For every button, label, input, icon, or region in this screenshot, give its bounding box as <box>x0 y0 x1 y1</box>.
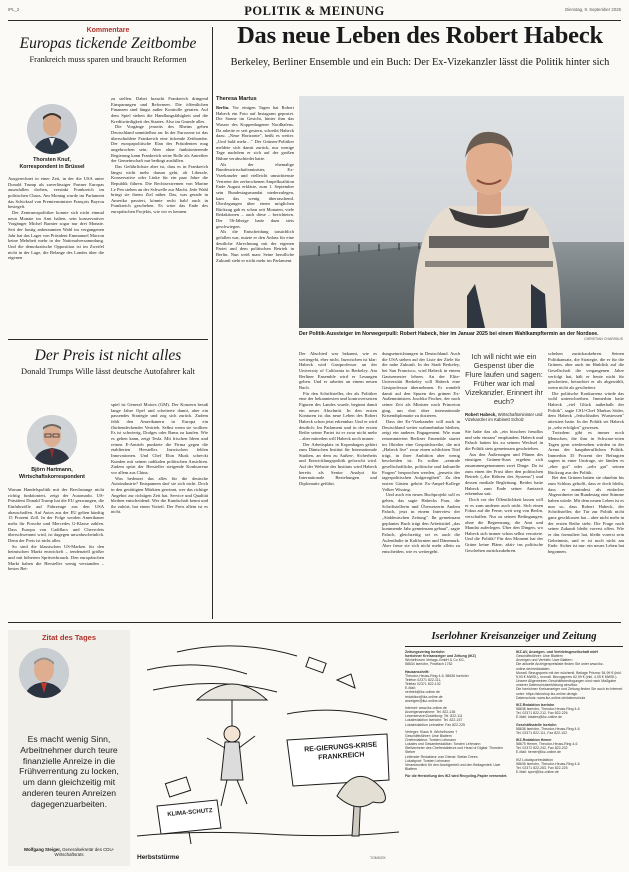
feature-col5 <box>548 351 624 615</box>
imprint-line: Tel. 02371 822-212, Fax 822-226 <box>516 711 568 716</box>
photo-credit: CHRISTIAN CHARISIUS <box>584 337 623 341</box>
imprint-line: 58636 Iserlohn, Theodor-Heuss-Ring 4-6 <box>516 707 580 712</box>
paragraph: Der Zentrumspolitiker konnte sich nicht einmal neun Monate im Amt halten, sein konservativer Vorgänger Michel Barnier sogar nur drei Monate. Seit der hastig anberaumten Wahl im vergangenen Jahr hat das Lager von Präsident Emmanuel Macron keine Mehrheit mehr in der Nationalversammlung. Und die demokratische Opposition ist im Zweifel nicht in der Lage, die Belange des Landes über die eigenen <box>8 209 104 261</box>
column-divider <box>212 27 213 619</box>
paragraph: Was bedeutet das alles für die deutsche Autoindustrie? Entspannen darf sie sich nicht. Doch in den gesättigten Märkten gewinnt, wer das richtige Angebot zur richtigen Zeit hat. Service und Qualität bleiben entscheidend. Wer die Kundschaft kennt und ihr zuhört, hat einen Vorteil. Der Preis allein ist es nicht. <box>111 475 208 515</box>
commentary2-subhead: Donald Trumps Wille lässt deutsche Autofahrer kalt <box>21 367 195 376</box>
quote-attribution: Wolfgang Steiger, Generalsekretär des CDU-Wirtschaftsrats <box>23 847 115 858</box>
imprint-line: Theodor-Heuss-Ring 4-6, 58636 Iserlohn <box>405 673 469 678</box>
imprint-rule <box>405 646 623 647</box>
cartoon <box>137 630 399 850</box>
imprint-line: Anzeigen und Vertrieb: Uwe Blattern <box>516 658 573 663</box>
imprint-line: Verantwortlich für den Anzeigenteil und den Beilagenteil: Uwe Blattern <box>405 762 501 772</box>
section-title: POLITIK & MEINUNG <box>244 4 385 18</box>
paragraph: Und auch ein neues Buchprojekt soll es geben, das sagte Habecks Frau, die Schriftstellerin und Übersetzerin Andrea Paluch, jetzt in einem Interview der „Süddeutschen Zeitung". Ihr gemeinsam geplantes Buch trägt den Arbeitstitel „das kommende Jahr gemeinsam gebaut", sagte Paluch, gleichzeitig sei es auch die Aufenthalte in Kalifornien und Dänemark. Aber freue sie sich nicht mehr allein zu entscheiden, wie es weitergeht. <box>382 492 460 554</box>
quote-portrait <box>19 648 69 698</box>
quote-label: Zitat des Tages <box>41 633 97 642</box>
imprint-line: Tel. 02371 822-263, Fax 822-225 <box>516 765 568 770</box>
imprint-line: IKZ Lokalsportredaktion <box>516 757 553 762</box>
feature-col2 <box>299 351 377 615</box>
imprint-line: anzeigen@ikz-online.de <box>405 698 443 703</box>
imprint-line: Monatl. Bezugspreis mit der wöchentl. Beilage Prisma: 54,99 € (inkl. 5,90 € MWSt.), monatl. Bezugspreis 62,99 € (inkl. 4,05 € MWSt.). <box>516 670 622 679</box>
paragraph: Für den Schriftsteller, der als Politiker eine der bekanntesten und kontroversesten Figuren des Landes wurde, beginnt damit ein neuer Abschnitt. In den ersten Konturen ist das neue Leben des Robert Habeck schon jetzt erkennbar. Und er wird deutlich: Im Parlament und in der ersten Reihe seiner Partei ist er zwar nicht mehr – aber mitreden will Habeck noch immer. <box>299 390 377 441</box>
imprint-line: Stellvertreter des Chefredakteurs und Head of Digital: Thorsten Steber <box>405 746 503 755</box>
author-name-knuf: Thorsten Knuf, <box>33 157 71 163</box>
feature-byline: Theresa Martus <box>216 96 257 102</box>
imprint-line: 58636 Iserlohn, Theodor-Heuss-Ring 4-6 <box>516 761 580 766</box>
imprint-line: Internet: www.ikz-online.de <box>405 705 447 710</box>
paragraph: Die politische Konkurrenz würde das wohl unterschreiben. Immerhin hatte Habeck „viel Glück außerhalb der Politik", sagte CSU-Chef Markus Söder, dem Habeck „fetischhaftes Wurstessen" attestiert hatte. In der Politik sei Habeck ja „sehr erfolglos" gewesen. <box>548 390 624 430</box>
paragraph: Warum Handelspolitik mit der Brechstange nicht richtig funktioniert, zeigt der Automarkt. US-Präsident Donald Trump hat die EU gezwungen, die Einfuhrzölle auf Fahrzeuge aus den USA abzuschaffen. Auf Autos aus der EU gelten künftig 15 Prozent Zoll. In der Folge werden Amerikaner mehr für Porsche und Mercedes G-Klasse zahlen. Dass Europa von Cadillacs und Chevrolets überschwemmt wird, ist dagegen unwahrscheinlich. Denn der Preis ist nicht alles. <box>8 487 104 543</box>
imprint-line: Geschäftsführer: Uwe Blattern <box>516 654 563 659</box>
imprint-line: IKZ-Redaktion Iserlohn <box>516 702 555 707</box>
portrait-image <box>19 648 69 698</box>
photo-caption <box>299 331 624 337</box>
quote-of-day <box>8 630 130 866</box>
paragraph: spiel ist General Motors (GM). Der Konzern besaß lange Jahre Opel und scheiterte damit, aber ein passendes Strategie und zog sich zurück. Zudem fehlt den Amerikanern in Europa ein flächendeckender Vertrieb. Selbst wenn sie wollten: Es ist schwierig, Dodges oder Rams zu kaufen. Wie es gehen kann, zeigt Tesla. Mit frischen Ideen und reinen E-Antrieb punktete die Firma gegen die etablierten Hersteller. Inzwischen fehlen Innovationen. Und Chef Elon Musk schreckt Kunden mit seinen radikalen politischen Ansichten. Zudem spürt der Hersteller steigende Konkurrenz vor allem aus China. <box>111 402 208 475</box>
paragraph: schehen zurückzukehren. Seinen Politikansatz, die Strategie, die er für die Grünen, aber auch im Hinblick auf die Gesellschaft die vergangenen Jahre verfolgt hat, hält er heute nicht für gescheitert, betrachtet er als abgewählt, wenn nicht als gescheitert. <box>548 351 624 390</box>
paragraph: Der Abschied war bekannt, wie es weitergeht, eher nicht. Inzwischen ist klar: Habeck wird Gastprofessor an der University of California in Berkeley. Am Berliner Ensemble wird er Lesungen geben. Und er arbeitet an einem neuen Buch. <box>299 351 377 390</box>
imprint-line: Hausanschrift: <box>405 669 430 674</box>
paragraph: Als der ehemalige Bundeswirtschaftsminister, Ex-Vizekanzler und vielleicht umstrittenste Vertreter der zerbrochenen Ampelkoalition Ende August erklärte, zum 1. September sein Bundestagsmandat niederzulegen, kam das wenig überraschend. Überlegungen über einen möglichen Rückzug gab es schon seit Monaten, viele Redaktionen – auch diese – berichteten. Der 56-Jährige hatte dazu stets geschwiegen. <box>216 161 294 229</box>
imprint-line: 58636 Iserlohn, Theodor-Heuss-Ring 4-6 <box>516 726 580 731</box>
imprint-line: Zeitungsverlag Iserlohn <box>405 650 445 654</box>
paragraph: Als die Entscheidung tatsächlich gefallen war, nutzte er den Anlass für eine deutliche Abrechnung mit der eigenen Partei und dem politischen Betrieb in Berlin. Nun weiß man: Seine berufliche Zukunft sieht er nicht mehr im Parlament. <box>216 229 294 263</box>
author-role-knuf: Korrespondent in Brüssel <box>19 164 85 170</box>
imprint-line: Lokalsport: Torsten Lehmann <box>405 758 451 763</box>
commentary2-col2 <box>111 402 208 615</box>
quote-text: Es macht wenig Sinn, Arbeitnehmer durch teure finanzielle Anreize in die Frühverrentung zu locken, um dann gleichzeitig mit anderen teuren Anreizen dagegenzuarbeiten. <box>19 734 119 809</box>
imprint-col1 <box>405 650 511 868</box>
paragraph: Sie habe das als „ein bisschen freudlos und sehr einsam" empfunden. Habeck und Paluch hatten bis zu seinem Wechsel in die Politik stets gemeinsam geschrieben. <box>465 429 543 451</box>
paragraph: So sind die klassischen US-Marken für den heimischen Markt entwickelt – tendenziell größer und mit höherem Spritverbrauch. Den europäischen Markt haben die Hersteller wenig verstanden – bestes Bei- <box>8 543 104 572</box>
paragraph: Bei den Grünen hatten sie ohnehin bis zum Schluss gehofft, dass er doch bleibt, dass er zumindest als einfacher Abgeordneter im Bundestag eine Stimme haben würde. Mit dem neuen Leben ist es nun so, dass Robert Habeck, der Schriftsteller, die Tür zur Politik nicht ganz geschlossen hat – aber nicht mehr in der ersten Reihe steht. Die Frage nach seiner Zukunft bleibt vorerst offen. Wie er das formuliert hat, bleibt vorerst sein Geheimnis, und er ist noch nicht am Ende. Sicher ist nur: ein neues Leben hat begonnen. <box>548 475 624 554</box>
cartoon-caption: Herbststürme <box>137 854 180 861</box>
imprint-line: Leserservice/Zustellung: Tel. 822-111 <box>405 714 463 719</box>
paragraph: Trotzdem gibt es immer noch Menschen, die ihm in Schwarz-roten Tagen gern wiedersehen würden in der Arena der hauptberuflichen Politik. Immerhin 35 Prozent der Befragten sagten in einer Umfrage, sie fänden es „eher gut" oder „sehr gut" seinen Rückzug aus der Politik. <box>548 430 624 475</box>
commentary-headline: Europas tickende Zeitbombe <box>19 35 197 52</box>
paragraph: Doch vor der Öffentlichkeit lassen will er es zum anderen auch nicht. Sich einen Fokus auf die Ferne, weit weg von Berlin, verschaffen. Nur zu seinen Bedingungen, ohne die Begrenzung, die Amt und Mandat auferlegen. Über den Dingen, wo Habeck sich immer schon selbst verortete. Und die Politik? Für den Moment hat der Grüne keine Pläne, aktiv ins politische Geschehen zurückzukehren. <box>465 496 543 553</box>
feature-col3 <box>382 351 460 615</box>
imprint-line: Telefax 02371 822-102 <box>405 682 441 687</box>
imprint-line: Die Iserlohner Kreisanzeiger und Zeitung finden Sie auch im Internet unter: https://aboshop.ikz-online.de/agb <box>516 687 623 696</box>
imprint-line: Lokalredaktion Letmathe: Fax 822-225 <box>405 722 465 727</box>
author-role-hartmann: Wirtschaftskorrespondent <box>19 474 85 480</box>
paragraph: Dass der Ex-Vizekanzler will auch in Deutschland weiter wahrnehmbar bleiben, zeigt ein anderes Engagement. Wie man renommierten Berliner Ensemble startet im Oktober eine Gesprächsreihe, die mit „Habeck live" zwar einen schlichten Titel trägt, in ihrer Ambition aber wenig bescheiden ist. Es sollen „zentrale gesellschaftliche, politische und kulturelle Fragen" besprochen werden, „jenseits der tagespolitischen Aufgeregtheit". Zu den ersten Gästen gehört Ex-Ampel-Kollege Volker Wissing. <box>382 418 460 492</box>
imprint-line: Datenschutz: www.ikz-online.de/datenschutz <box>516 695 586 700</box>
imprint-line: Wichelhoven Verlags-GmbH & Co KG, <box>405 658 465 663</box>
imprint-line: Unsere Allgemeinen Geschäftsbedingungen sind nach Maßgabe unserer Datenschutzerklärung abrufbar. <box>516 679 617 688</box>
pull-quote-author: Robert Habeck, Wirtschaftsminister und Vizekanzler im Kabinett Scholz <box>465 412 543 423</box>
paragraph: Der Arbeitsplatz in Kopenhagen gehört zum Dänischen Institut für Internationale Studien, an dem zu Außen-, Sicherheits und Entwicklungspolitik geforscht wird. Auf der Website des Instituts wird Habeck bereits als Senior Analyst für Internationale Beziehungen und Diplomatie geführt. <box>299 441 377 487</box>
commentary-kicker: Kommentare <box>86 27 130 34</box>
imprint-col2 <box>516 650 623 868</box>
page-number: IPL_2 <box>8 7 20 12</box>
imprint-line: Chefredakteur: Torsten Lehmann <box>405 737 457 742</box>
imprint-line: Lokalredaktion Iserlohn: Tel. 822-157 <box>405 718 463 723</box>
imprint-line: Lokales und Gesamtredaktion: Torsten Lehmann <box>405 742 481 747</box>
cartoon-sign-1: RE-GIERUNGS-KRISE FRANKREICH <box>303 741 378 762</box>
photo-caption-text: Der Politik-Aussteiger im Norwegerpulli: Robert Habeck, hier im Januar 2025 bei einem Wahlkampftermin an der Nordsee. <box>299 331 599 337</box>
feature-subhead: Berkeley, Berliner Ensemble und ein Buch: Der Ex-Vizekanzler lässt die Politik hinter sich <box>230 57 610 68</box>
feature-headline: Das neue Leben des Robert Habeck <box>237 22 603 49</box>
feature-col4 <box>465 429 543 615</box>
portrait-image <box>27 415 77 465</box>
imprint-line: E-Mail: hemer@ikz-online.de <box>516 750 561 755</box>
paragraph: Aus den Äußerungen und Plänen des einstigen Grünen-Stars ergeben sich zusammengenommen zwei Dinge: Da ist zum einen der Frust über den politischen Betrieb („die Röhren des Systems") und dessen mediale Begleitung. Beides hatte Habeck zum Ende seiner Amtszeit erkennbar satt. <box>465 451 543 497</box>
feature-col1 <box>216 105 294 615</box>
imprint-line: Die aktuelle Anzeigenpreisliste finden Sie unter www.ikz-online.de/mediadaten. <box>516 662 604 671</box>
portrait-image <box>27 104 77 154</box>
imprint-line: Geschäftsführer: Uwe Blattern <box>405 733 452 738</box>
imprint-line: vertrieb@ikz-online.de <box>405 690 440 695</box>
feature-photo <box>299 96 624 328</box>
imprint-line: Für die Herstellung des IKZ wird Recycling-Papier verwendet. <box>405 774 508 779</box>
commentary-subhead: Frankreich muss sparen und braucht Reformen <box>29 55 187 64</box>
imprint-line: E-Mail: <box>405 686 416 691</box>
habeck-photo <box>299 96 624 328</box>
imprint-line: E-Mail: lokales@ikz-online.de <box>516 715 562 720</box>
page-date: Dienstag, 9. September 2025 <box>565 7 621 12</box>
imprint-line: redaktion@ikz-online.de <box>405 694 443 699</box>
header-rule <box>8 20 621 21</box>
paragraph: dungseinrichtungen in Deutschland. Auch die USA stehen auf der Liste der Ziele für die nahe Zukunft. In der Stadt Berkeley, bei San Francisco, wird Habeck in einem Gastsemester lehren. An der Elite-Universität Berkeley will Habeck eine Gastprofessur übernehmen. Er wandelt damit auf den Spuren des grünen Ex-Außenministers Joschka Fischer, der nach seiner Zeit als Minister nach Princeton ging, um dort über internationale Krisendiplomatie zu dozieren. <box>382 351 460 419</box>
paragraph: Ausgerechnet in einer Zeit, in der die USA unter Donald Trump als zuverlässiger Partner Europas auszufallen drohen, versinkt Frankreich im politischen Chaos. Am Montag wurde im Parlament das Schicksal von Premierminister François Bayrou besiegelt. <box>8 176 104 210</box>
imprint-line: Anzeigenannahme: Tel. 822-136 <box>405 710 456 715</box>
commentary-col1 <box>8 176 104 334</box>
imprint-line: Telefon 02371 822-111, <box>405 677 442 682</box>
imprint-line: Geschäftsstelle Iserlohn <box>516 722 557 727</box>
imprint-line: 58675 Hemer, Theodor-Heuss-Ring 4-6 <box>516 742 578 747</box>
author-name-hartmann: Björn Hartmann, <box>31 467 73 473</box>
imprint-line: E-Mail: sport@ikz-online.de <box>516 770 559 775</box>
paragraph: Das Gefährlichste aber ist, dass es in Frankreich längst nicht mehr darum geht, ob Liberale, Konservative oder Linke für ein paar Jahre die Republik führen. Die Rechtsextremen von Marine Le Pen stehen an der Schwelle zur Macht. Jede Wahl bringt sie ihrem Ziel näher. Das, was gerade in Amerika passiert, könnte recht bald auch in Frankreich geschehen. Es wäre das Ende des europäischen Projekts, wie wir es kennen. <box>111 163 208 215</box>
cartoon-sign-2: KLIMA-SCHUTZ <box>167 808 213 818</box>
commentary2-headline: Der Preis ist nicht alles <box>34 347 182 364</box>
dateline: Berlin. <box>216 105 230 110</box>
pull-quote <box>465 352 543 423</box>
imprint-line: Tel. 02372 822-242, Fax 822-232 <box>516 746 568 751</box>
author-portrait-knuf <box>27 104 77 154</box>
paragraph: zu stellen. Dabei braucht Frankreich dringend Einsparungen und Reformen. Die öffentlichen Finanzen sind längst außer Kontrolle geraten. Auf dem Spiel stehen die Handlungsfähigkeit und die Kreditwürdigkeit des Staates. Also im Grunde alles. <box>111 96 208 124</box>
imprint-line: IKZ-Redaktion Hemer <box>516 737 552 742</box>
imprint-line: Tel. 02371 822-111, Fax 822-102 <box>516 730 568 735</box>
imprint-line: Leitender Redakteur vom Dienst: Stefan Drees <box>405 754 478 759</box>
paragraph: Berlin. Vor einigen Tagen hat Robert Habeck ein Foto auf Instagram gepostet. Die Sonne im Gesicht, hinter ihm das Wasser des Koppenhagener Nordhafens. Da arbeite er seit gestern, schreibt Habeck dazu. „Neue Horizonte", heißt es weiter. „Und bald mehr…" Der Grünen-Politiker meldete sich damit zurück, nur wenige Tage nachdem er sich auf der großen Bühne verabschiedet hatte. <box>216 105 294 161</box>
imprint-line: 58634 Iserlohn, Postfach 1762 <box>405 662 453 667</box>
bottom-band-rule <box>8 622 621 623</box>
commentary-divider <box>8 339 208 340</box>
imprint-line: IKZ-AV, Anzeigen- und Vertriebsgesellschaft mbH <box>516 650 598 654</box>
pull-quote-text: Ich will nicht wie ein Gespenst über die Flure laufen und sagen: Früher war ich mal Vizekanzler. Erinnert ihr euch? <box>465 352 543 406</box>
author-portrait-hartmann <box>27 415 77 465</box>
commentary-col2 <box>111 96 208 334</box>
imprint-line: Verleger: Klaus H. Wichelhoven † <box>405 729 458 734</box>
cartoon-credit: TOMICEK <box>370 856 386 860</box>
commentary2-col1 <box>8 487 104 615</box>
imprint-masthead: Iserlohner Kreisanzeiger und Zeitung <box>431 631 597 642</box>
paragraph: Die Vorgänge jenseits des Rheins gehen Deutschland unmittelbar an: In der Eurozone ist das überschuldete Frankreich eine tickende Zeitbombe. Der europapolitische Elan des Präsidenten mag ungebrochen sein. Aber ohne funktionierende Regierung kann Frankreich seine Rolle als Antreiber der Gemeinschaft nur bedingt ausfüllen. <box>111 124 208 164</box>
imprint-line: Iserlohner Kreisanzeiger und Zeitung (IKZ) <box>405 654 476 659</box>
